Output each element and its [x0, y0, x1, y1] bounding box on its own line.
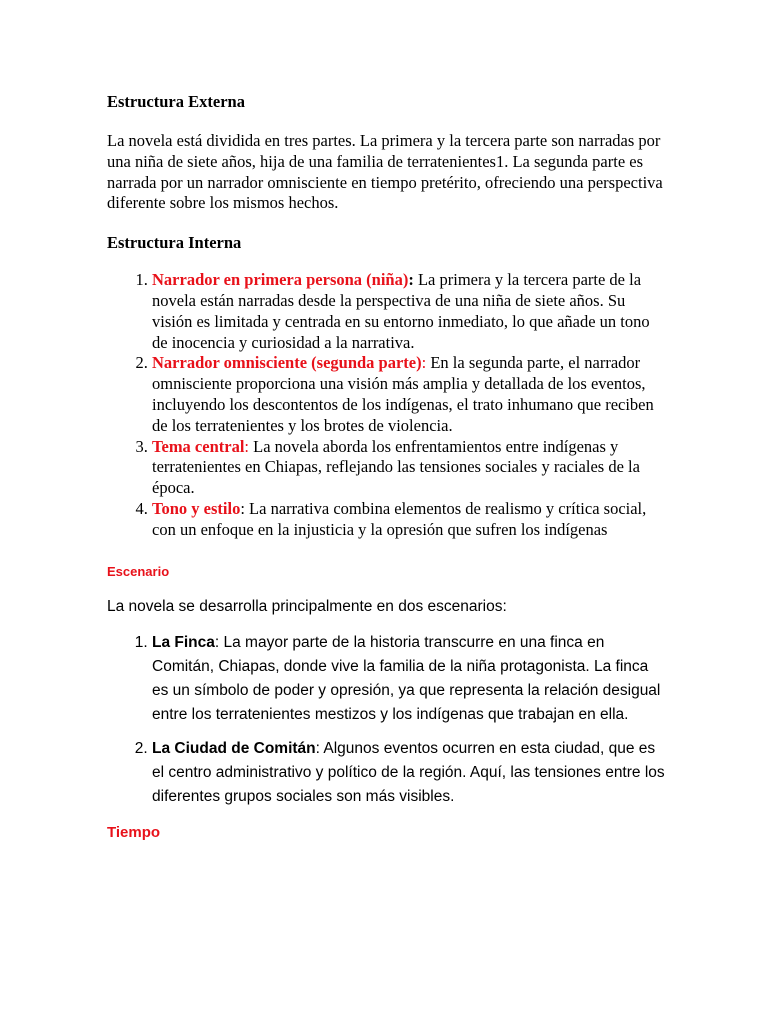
tiempo-heading: Tiempo	[107, 823, 161, 841]
list-item-label-suffix: :	[244, 436, 250, 456]
estructura-interna-list	[107, 270, 667, 540]
estructura-externa-heading: Estructura Externa	[107, 92, 245, 111]
list-item	[152, 353, 667, 436]
escenario-heading: Escenario	[107, 563, 170, 579]
list-item	[152, 270, 667, 353]
list-item-text: La novela aborda los enfrentamientos entre indígenas y terratenientes en Chiapas, reflejando las tensiones sociales y raciales de la época.	[152, 436, 640, 498]
list-item-label-suffix: :	[408, 270, 414, 290]
escenario-intro: La novela se desarrolla principalmente en dos escenarios:	[107, 597, 507, 615]
list-item-label-suffix: :	[421, 353, 427, 373]
list-item-label: Tema central	[152, 436, 245, 456]
list-item-text: : La mayor parte de la historia transcurre en una finca en Comitán, Chiapas, donde vive la familia de la niña protagonista. La finca es un símbolo de poder y opresión, ya que representa la relación desigual entre los terratenientes mestizos y los indígenas que trabajan en ella.	[152, 633, 661, 723]
escenario-list	[107, 631, 667, 809]
list-item-text: : Algunos eventos ocurren en esta ciudad, que es el centro administrativo y político de la región. Aquí, las tensiones entre los diferentes grupos sociales son más visibles.	[152, 739, 665, 805]
list-item-label: La Ciudad de Comitán	[152, 739, 316, 757]
list-item-text: En la segunda parte, el narrador omnisciente proporciona una visión más amplia y detallada de los eventos, incluyendo los descontentos de los indígenas, el trato inhumano que reciben de los terratenientes y los brotes de violencia.	[152, 353, 654, 435]
list-item	[152, 631, 667, 727]
list-item	[152, 499, 667, 541]
list-item-label: Narrador omnisciente (segunda parte)	[152, 353, 422, 373]
list-item-text: La primera y la tercera parte de la novela están narradas desde la perspectiva de una niña de siete años. Su visión es limitada y centrada en su entorno inmediato, lo que añade un tono de inocencia y curiosidad a la narrativa.	[152, 270, 650, 352]
list-item-text: La narrativa combina elementos de realismo y crítica social, con un enfoque en la injusticia y la opresión que sufren los indígenas	[152, 498, 647, 539]
estructura-interna-heading: Estructura Interna	[107, 233, 242, 253]
estructura-externa-paragraph: La novela está dividida en tres partes. La primera y la tercera parte son narradas por una niña de siete años, hija de una familia de terratenientes1. La segunda parte es narrada por un narrador omnisciente en tiempo pretérito, ofreciendo una perspectiva diferente sobre los mismos hechos.	[107, 131, 663, 213]
list-item	[152, 437, 667, 499]
list-item-label: Tono y estilo	[152, 498, 241, 518]
document-page	[107, 91, 667, 843]
list-item-label: Narrador en primera persona (niña)	[152, 270, 409, 290]
list-item-label: La Finca	[152, 633, 215, 651]
list-item	[152, 737, 667, 809]
list-item-label-suffix: :	[240, 498, 245, 518]
